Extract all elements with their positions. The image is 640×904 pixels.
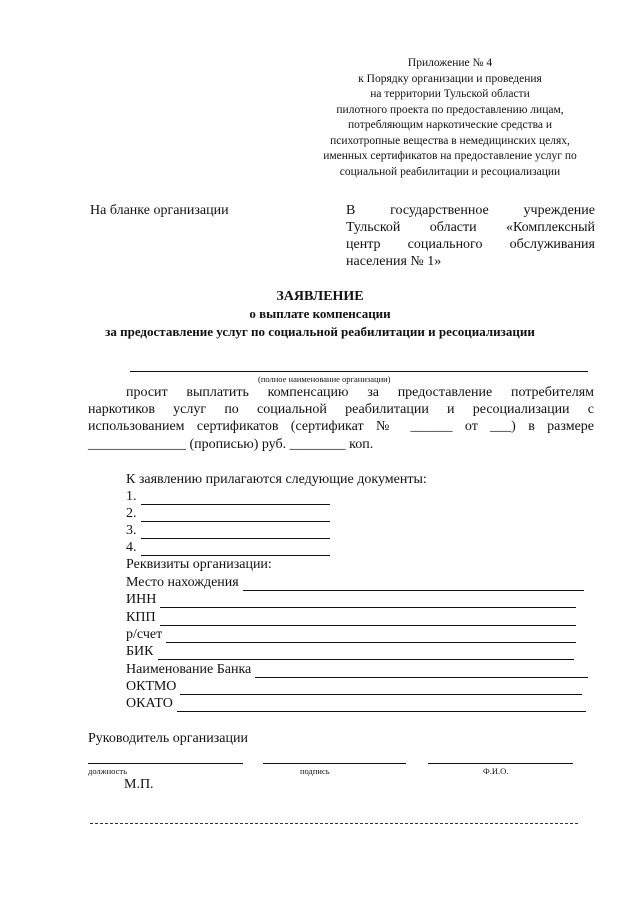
- requisite-label: Наименование Банка: [126, 662, 252, 677]
- attachment-number: 4.: [126, 540, 137, 555]
- requisite-kpp: [126, 610, 576, 626]
- request-line: просит выплатить компенсацию за предоставление потребителям: [126, 385, 594, 400]
- attachment-item-4: [126, 540, 330, 556]
- letterhead-note: На бланке организации: [90, 203, 229, 218]
- document-title: ЗАЯВЛЕНИЕ: [276, 289, 364, 304]
- document-subtitle: о выплате компенсации: [249, 306, 391, 321]
- request-line: наркотиков услуг по социальной реабилитации и ресоциализации с: [88, 402, 594, 417]
- requisite-inn: [126, 592, 576, 608]
- requisite-label: р/счет: [126, 627, 163, 642]
- requisite-oktmo: [126, 679, 582, 695]
- addressee-block: [346, 202, 595, 270]
- appendix-line: Приложение № 4: [407, 57, 493, 69]
- appendix-line: пилотного проекта по предоставлению лицам,: [336, 103, 564, 116]
- appendix-line: именных сертификатов на предоставление услуг по: [323, 150, 577, 162]
- org-name-caption: (полное наименование организации): [258, 374, 391, 384]
- appendix-line: социальной реабилитации и ресоциализации: [339, 165, 561, 178]
- requisite-bik: [126, 644, 574, 660]
- appendix-line: к Порядку организации и проведения: [358, 72, 542, 85]
- requisite-line: [180, 681, 582, 695]
- requisite-label: ИНН: [126, 592, 157, 607]
- addressee-line: В государственное учреждение: [346, 203, 595, 218]
- addressee-line: Тульской области «Комплексный: [346, 220, 595, 235]
- name-caption: Ф.И.О.: [483, 766, 509, 776]
- stamp-label: М.П.: [124, 777, 154, 792]
- requisite-okato: [126, 696, 586, 712]
- attachments-heading: К заявлению прилагаются следующие документы:: [126, 472, 427, 487]
- appendix-line: потребляющим наркотические средства и: [347, 119, 553, 131]
- requisite-label: ОКАТО: [126, 696, 173, 711]
- signature-caption: подпись: [300, 766, 330, 776]
- request-line: ______________ (прописью) руб. ________ коп.: [88, 437, 374, 452]
- org-name-line: [130, 371, 588, 372]
- attachment-item-3: [126, 523, 330, 539]
- document-subtitle-2: за предоставление услуг по социальной реабилитации и ресоциализации: [105, 324, 535, 339]
- appendix-line: психотропные вещества в немедицинских целях,: [330, 134, 570, 147]
- requisite-bank: [126, 662, 588, 678]
- head-label: Руководитель организации: [88, 731, 248, 746]
- requisite-location: [126, 575, 584, 591]
- attachment-line: [141, 542, 331, 556]
- requisite-label: КПП: [126, 610, 156, 625]
- position-caption: должность: [88, 766, 127, 776]
- name-line: [428, 763, 573, 764]
- addressee-line: населения № 1»: [346, 254, 442, 269]
- appendix-line: на территории Тульской области: [370, 88, 530, 100]
- requisite-label: БИК: [126, 644, 154, 659]
- position-line: [88, 763, 243, 764]
- requisite-line: [160, 594, 576, 608]
- attachment-line: [141, 525, 331, 539]
- attachment-item-2: [126, 506, 330, 522]
- request-line: использованием сертификатов (сертификат № ______ от ___) в размере: [88, 419, 594, 434]
- requisite-line: [160, 612, 576, 626]
- requisite-line: [243, 577, 584, 591]
- attachment-item-1: [126, 489, 330, 505]
- addressee-line: центр социального обслуживания: [346, 237, 595, 252]
- requisite-line: [158, 646, 575, 660]
- requisite-line: [177, 698, 586, 712]
- requisite-line: [166, 629, 576, 643]
- cut-line: [90, 823, 578, 824]
- attachment-number: 1.: [126, 489, 137, 504]
- requisite-line: [255, 664, 588, 678]
- attachment-number: 3.: [126, 523, 137, 538]
- requisites-heading: Реквизиты организации:: [126, 557, 272, 572]
- requisite-label: Место нахождения: [126, 575, 239, 590]
- attachment-number: 2.: [126, 506, 137, 521]
- appendix-header: [300, 56, 600, 180]
- requisite-label: ОКТМО: [126, 679, 177, 694]
- attachment-line: [141, 491, 331, 505]
- requisite-account: [126, 627, 576, 643]
- attachment-line: [141, 508, 331, 522]
- signature-line: [263, 763, 406, 764]
